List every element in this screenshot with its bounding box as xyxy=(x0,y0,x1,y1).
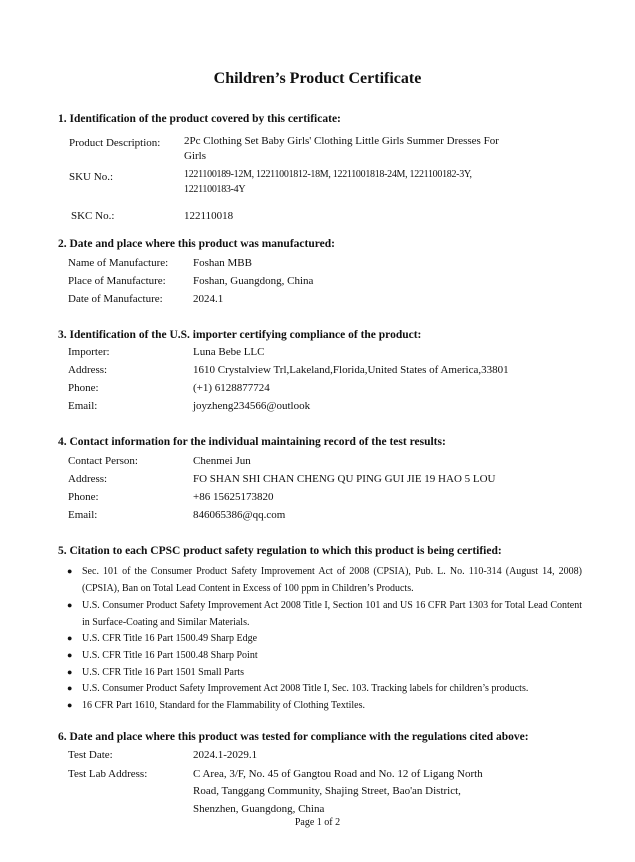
test-date-label: Test Date: xyxy=(68,749,113,761)
contact-person-label: Contact Person: xyxy=(68,455,138,467)
contact-address-value: FO SHAN SHI CHAN CHENG QU PING GUI JIE 19 HAO 5 LOU xyxy=(193,473,496,485)
test-date-value: 2024.1-2029.1 xyxy=(193,749,258,761)
list-item xyxy=(67,647,582,664)
list-item xyxy=(67,664,582,681)
contact-address-label: Address: xyxy=(68,473,108,485)
page-number: Page 1 of 2 xyxy=(294,817,341,828)
sku-line1: 1221100189-12M, 12211001812-18M, 12211001818-24M, 1221100182-3Y, xyxy=(184,169,472,180)
regulation-text: U.S. Consumer Product Safety Improvement Act 2008 Title I, Section 101 and US 16 CFR Part 1303 for Total Lead Content in Surface-Coating and Similar Materials. xyxy=(82,600,582,628)
regulation-text: U.S. CFR Title 16 Part 1500.48 Sharp Point xyxy=(82,650,258,661)
certificate-title: Children’s Product Certificate xyxy=(213,70,422,87)
contact-person-value: Chenmei Jun xyxy=(193,455,251,467)
importer-address-label: Address: xyxy=(68,364,108,376)
manufacture-place-value: Foshan, Guangdong, China xyxy=(193,275,314,287)
importer-phone-label: Phone: xyxy=(68,382,99,394)
regulation-text: 16 CFR Part 1610, Standard for the Flammability of Clothing Textiles. xyxy=(82,700,365,711)
bullet-icon: ● xyxy=(67,700,73,710)
importer-email-value: joyzheng234566@outlook xyxy=(193,400,311,412)
list-item xyxy=(67,597,582,631)
manufacture-date-value: 2024.1 xyxy=(193,293,224,305)
bullet-icon: ● xyxy=(67,667,73,677)
importer-address-value: 1610 Crystalview Trl,Lakeland,Florida,United States of America,33801 xyxy=(193,364,509,376)
contact-email-label: Email: xyxy=(68,509,98,521)
bullet-icon: ● xyxy=(67,650,73,660)
list-item xyxy=(67,680,582,697)
bullet-icon: ● xyxy=(67,600,73,610)
test-lab-line1: C Area, 3/F, No. 45 of Gangtou Road and No. 12 of Ligang North xyxy=(193,768,483,780)
test-lab-label: Test Lab Address: xyxy=(68,768,148,780)
manufacture-date-label: Date of Manufacture: xyxy=(68,293,163,305)
test-lab-line2: Road, Tanggang Community, Shajing Street, Bao'an District, xyxy=(193,785,461,797)
section1-heading: 1. Identification of the product covered by this certificate: xyxy=(58,113,341,125)
contact-email-value: 846065386@qq.com xyxy=(193,509,286,521)
product-description-label: Product Description: xyxy=(69,137,161,149)
bullet-icon: ● xyxy=(67,566,73,576)
importer-email-label: Email: xyxy=(68,400,98,412)
test-lab-line3: Shenzhen, Guangdong, China xyxy=(193,803,325,815)
manufacture-name-label: Name of Manufacture: xyxy=(68,257,169,269)
skc-value: 122110018 xyxy=(184,210,234,222)
contact-phone-value: +86 15625173820 xyxy=(193,491,274,503)
section2-heading: 2. Date and place where this product was manufactured: xyxy=(58,238,335,250)
regulation-text: U.S. CFR Title 16 Part 1501 Small Parts xyxy=(82,667,244,678)
list-item xyxy=(67,563,582,597)
section3-heading: 3. Identification of the U.S. importer certifying compliance of the product: xyxy=(58,329,422,341)
importer-phone-value: (+1) 6128877724 xyxy=(193,382,270,394)
section5-heading: 5. Citation to each CPSC product safety regulation to which this product is being certified: xyxy=(58,545,502,557)
section6-heading: 6. Date and place where this product was tested for compliance with the regulations cited above: xyxy=(58,731,529,743)
contact-phone-label: Phone: xyxy=(68,491,99,503)
list-item xyxy=(67,630,582,647)
product-description-line2: Girls xyxy=(184,150,206,162)
sku-line2: 1221100183-4Y xyxy=(184,184,246,195)
list-item xyxy=(67,697,582,714)
product-description-line1: 2Pc Clothing Set Baby Girls' Clothing Little Girls Summer Dresses For xyxy=(184,135,499,147)
skc-label: SKC No.: xyxy=(71,210,115,222)
manufacture-place-label: Place of Manufacture: xyxy=(68,275,166,287)
bullet-icon: ● xyxy=(67,683,73,693)
importer-value: Luna Bebe LLC xyxy=(193,346,265,358)
regulation-text: U.S. Consumer Product Safety Improvement Act 2008 Title I, Sec. 103. Tracking labels for children’s products. xyxy=(82,683,529,694)
section4-heading: 4. Contact information for the individual maintaining record of the test results: xyxy=(58,436,446,448)
regulation-text: U.S. CFR Title 16 Part 1500.49 Sharp Edge xyxy=(82,633,258,644)
regulation-text: Sec. 101 of the Consumer Product Safety Improvement Act of 2008 (CPSIA), Pub. L. No. 110-314 (August 14, 2008) (CPSIA), Ban on Total Lead Content in Excess of 100 ppm in Children’s Products. xyxy=(82,566,582,594)
bullet-icon: ● xyxy=(67,633,73,643)
manufacture-name-value: Foshan MBB xyxy=(193,257,252,269)
sku-label: SKU No.: xyxy=(69,171,114,183)
importer-label: Importer: xyxy=(68,346,110,358)
